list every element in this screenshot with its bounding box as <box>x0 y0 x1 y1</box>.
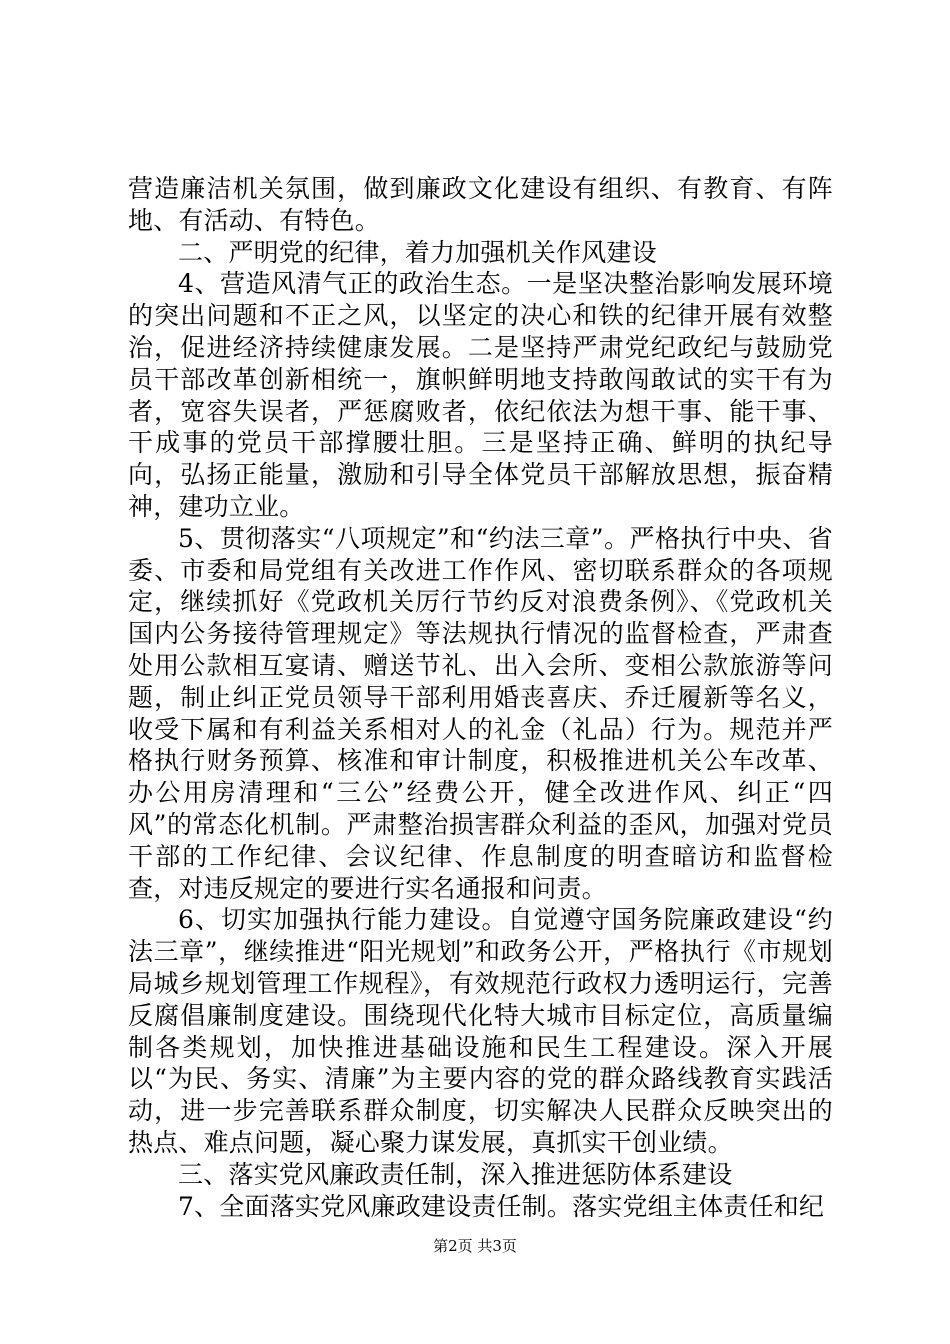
paragraph-item-5: 5、贯彻落实“八项规定”和“约法三章”。严格执行中央、省委、市委和局党组有关改进工作作风、密切联系群众的各项规定，继续抓好《党政机关厉行节约反对浪费条例》、《党政机关国内公务接待管理规定》等法规执行情况的监督检查，严肃查处用公款相互宴请、赠送节礼、出入会所、变相公款旅游等问题，制止纠正党员领导干部利用婚丧喜庆、乔迁履新等名义，收受下属和有利益关系相对人的礼金（礼品）行为。规范并严格执行财务预算、核准和审计制度，积极推进机关公车改革、办公用房清理和“三公”经费公开，健全改进作风、纠正“四风”的常态化机制。严肃整治损害群众利益的歪风，加强对党员干部的工作纪律、会议纪律、作息制度的明查暗访和监督检查，对违反规定的要进行实名通报和问责。 <box>128 523 833 903</box>
paragraph-item-6: 6、切实加强执行能力建设。自觉遵守国务院廉政建设“约法三章”，继续推进“阳光规划”和政务公开，严格执行《市规划局城乡规划管理工作规程》，有效规范行政权力透明运行，完善反腐倡廉制度建设。围绕现代化特大城市目标定位，高质量编制各类规划，加快推进基础设施和民生工程建设。深入开展以“为民、务实、清廉”为主要内容的党的群众路线教育实践活动，进一步完善联系群众制度，切实解决人民群众反映突出的热点、难点问题，凝心聚力谋发展，真抓实干创业绩。 <box>128 905 833 1157</box>
document-body <box>128 173 833 1222</box>
section-heading-3: 三、落实党风廉政责任制，深入推进惩防体系建设 <box>178 1159 733 1189</box>
paragraph-item-7: 7、全面落实党风廉政建设责任制。落实党组主体责任和纪 <box>178 1191 825 1221</box>
paragraph-item-4: 4、营造风清气正的政治生态。一是坚决整治影响发展环境的突出问题和不正之风，以坚定的决心和铁的纪律开展有效整治，促进经济持续健康发展。二是坚持严肃党纪政纪与鼓励党员干部改革创新相统一，旗帜鲜明地支持敢闯敢试的实干有为者，宽容失误者，严惩腐败者，依纪依法为想干事、能干事、干成事的党员干部撑腰壮胆。三是坚持正确、鲜明的执纪导向，弘扬正能量，激励和引导全体党员干部解放思想，振奋精神，建功立业。 <box>128 269 833 521</box>
page-footer: 第2页 共3页 <box>433 1237 517 1255</box>
section-heading-2: 二、严明党的纪律，着力加强机关作风建设 <box>178 237 657 267</box>
paragraph-1: 营造廉洁机关氛围，做到廉政文化建设有组织、有教育、有阵地、有活动、有特色。 <box>128 174 833 235</box>
